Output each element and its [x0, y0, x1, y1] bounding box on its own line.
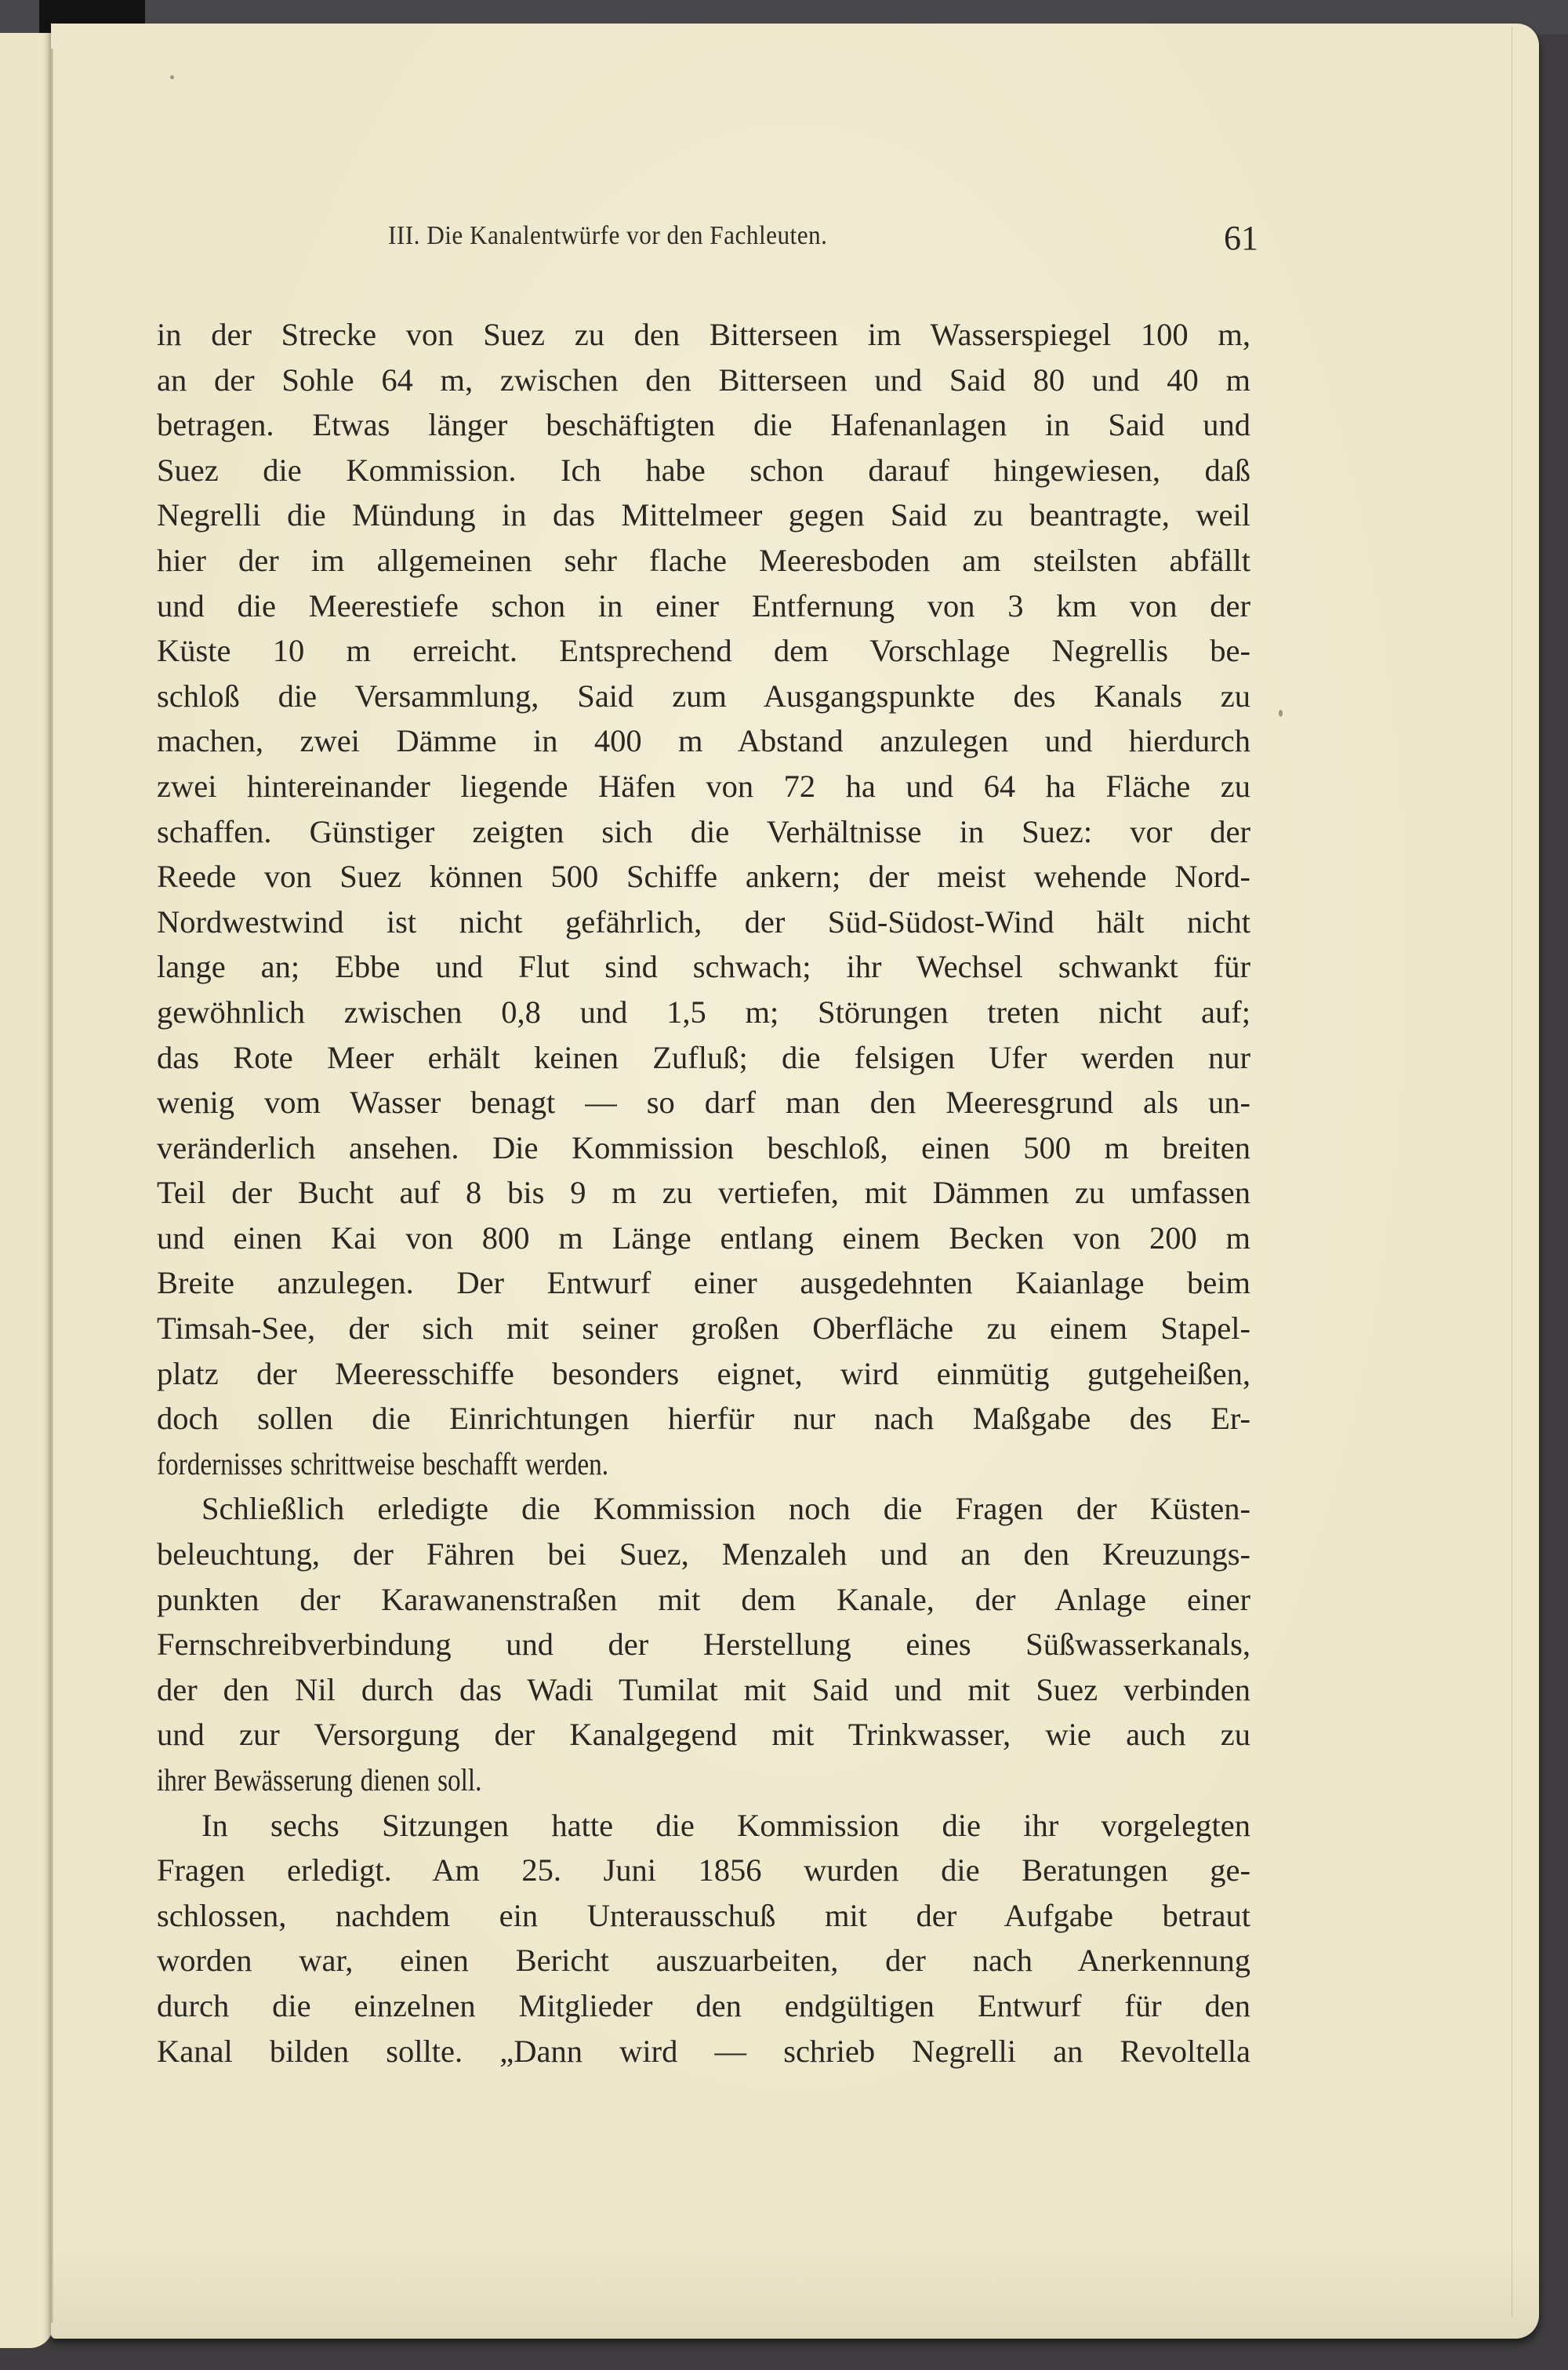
text-line: hier der im allgemeinen sehr flache Meeresboden am steilsten abfällt	[157, 542, 1250, 578]
text-line: schlossen, nachdem ein Unterausschuß mit der Aufgabe betraut	[157, 1897, 1250, 1933]
text-line: punkten der Karawanenstraßen mit dem Kanale, der Anlage einer	[157, 1581, 1250, 1617]
text-line: worden war, einen Bericht auszuarbeiten, der nach Anerkennung	[157, 1943, 1250, 1979]
running-head	[388, 221, 1258, 260]
page-number: 61	[1224, 219, 1258, 257]
paper-speck	[1279, 710, 1283, 717]
text-line: Küste 10 m erreicht. Entsprechend dem Vorschlage Negrellis be-	[157, 633, 1250, 669]
text-line: Kanal bilden sollte. „Dann wird — schrieb Negrelli an Revoltella	[157, 2033, 1250, 2069]
text-line: Reede von Suez können 500 Schiffe ankern; der meist wehende Nord-	[157, 859, 1250, 895]
text-line: und zur Versorgung der Kanalgegend mit Trinkwasser, wie auch zu	[157, 1717, 1250, 1753]
previous-page-edge	[0, 33, 53, 2348]
text-line: ihrer Bewässerung dienen soll.	[157, 1762, 482, 1797]
body-text	[157, 312, 1250, 2074]
text-line: Fernschreibverbindung und der Herstellung eines Süßwasserkanals,	[157, 1627, 1250, 1663]
text-line: wenig vom Wasser benagt — so darf man den Meeresgrund als un-	[157, 1085, 1250, 1121]
text-line: platz der Meeresschiffe besonders eignet, wird einmütig gutgeheißen,	[157, 1355, 1250, 1391]
text-line: doch sollen die Einrichtungen hierfür nur nach Maßgabe des Er-	[157, 1401, 1250, 1437]
text-line: Negrelli die Mündung in das Mittelmeer gegen Said zu beantragte, weil	[157, 497, 1250, 533]
text-line: machen, zwei Dämme in 400 m Abstand anzulegen und hierdurch	[157, 723, 1250, 759]
text-line: beleuchtung, der Fähren bei Suez, Menzaleh und an den Kreuzungs-	[157, 1536, 1250, 1572]
text-line: Fragen erledigt. Am 25. Juni 1856 wurden die Beratungen ge-	[157, 1852, 1250, 1888]
paper-speck	[170, 75, 174, 79]
text-line: Timsah-See, der sich mit seiner großen Oberfläche zu einem Stapel-	[157, 1310, 1250, 1347]
text-line: Teil der Bucht auf 8 bis 9 m zu vertiefen, mit Dämmen zu umfassen	[157, 1175, 1250, 1211]
text-line: Breite anzulegen. Der Entwurf einer ausgedehnten Kaianlage beim	[157, 1265, 1250, 1301]
text-line: durch die einzelnen Mitglieder den endgültigen Entwurf für den	[157, 1987, 1250, 2023]
text-line: Schließlich erledigte die Kommission noch die Fragen der Küsten-	[201, 1491, 1250, 1527]
text-line: der den Nil durch das Wadi Tumilat mit Said und mit Suez verbinden	[157, 1671, 1250, 1707]
text-line: schaffen. Günstiger zeigten sich die Verhältnisse in Suez: vor der	[157, 813, 1250, 849]
text-line: betragen. Etwas länger beschäftigten die Hafenanlagen in Said und	[157, 407, 1250, 443]
text-line: lange an; Ebbe und Flut sind schwach; ihr Wechsel schwankt für	[157, 949, 1250, 985]
text-line: Nordwestwind ist nicht gefährlich, der Süd-Südost-Wind hält nicht	[157, 903, 1250, 940]
text-line: fordernisses schrittweise beschafft werden.	[157, 1445, 609, 1481]
text-line: an der Sohle 64 m, zwischen den Bitterseen und Said 80 und 40 m	[157, 362, 1250, 398]
text-line: In sechs Sitzungen hatte die Kommission die ihr vorgelegten	[201, 1807, 1250, 1843]
text-line: das Rote Meer erhält keinen Zufluß; die felsigen Ufer werden nur	[157, 1039, 1250, 1075]
running-head-title: III. Die Kanalentwürfe vor den Fachleuten.	[388, 221, 828, 250]
text-line: veränderlich ansehen. Die Kommission beschloß, einen 500 m breiten	[157, 1129, 1250, 1165]
text-line: in der Strecke von Suez zu den Bitterseen im Wasserspiegel 100 m,	[157, 317, 1250, 352]
text-line: und die Meerestiefe schon in einer Entfernung von 3 km von der	[157, 587, 1250, 623]
text-line: zwei hintereinander liegende Häfen von 72 ha und 64 ha Fläche zu	[157, 768, 1250, 804]
text-line: und einen Kai von 800 m Länge entlang einem Becken von 200 m	[157, 1220, 1250, 1256]
text-line: schloß die Versammlung, Said zum Ausgangspunkte des Kanals zu	[157, 678, 1250, 714]
gutter-fold	[51, 49, 53, 2323]
text-line: Suez die Kommission. Ich habe schon darauf hingewiesen, daß	[157, 452, 1250, 488]
text-line: gewöhnlich zwischen 0,8 und 1,5 m; Störungen treten nicht auf;	[157, 994, 1250, 1030]
